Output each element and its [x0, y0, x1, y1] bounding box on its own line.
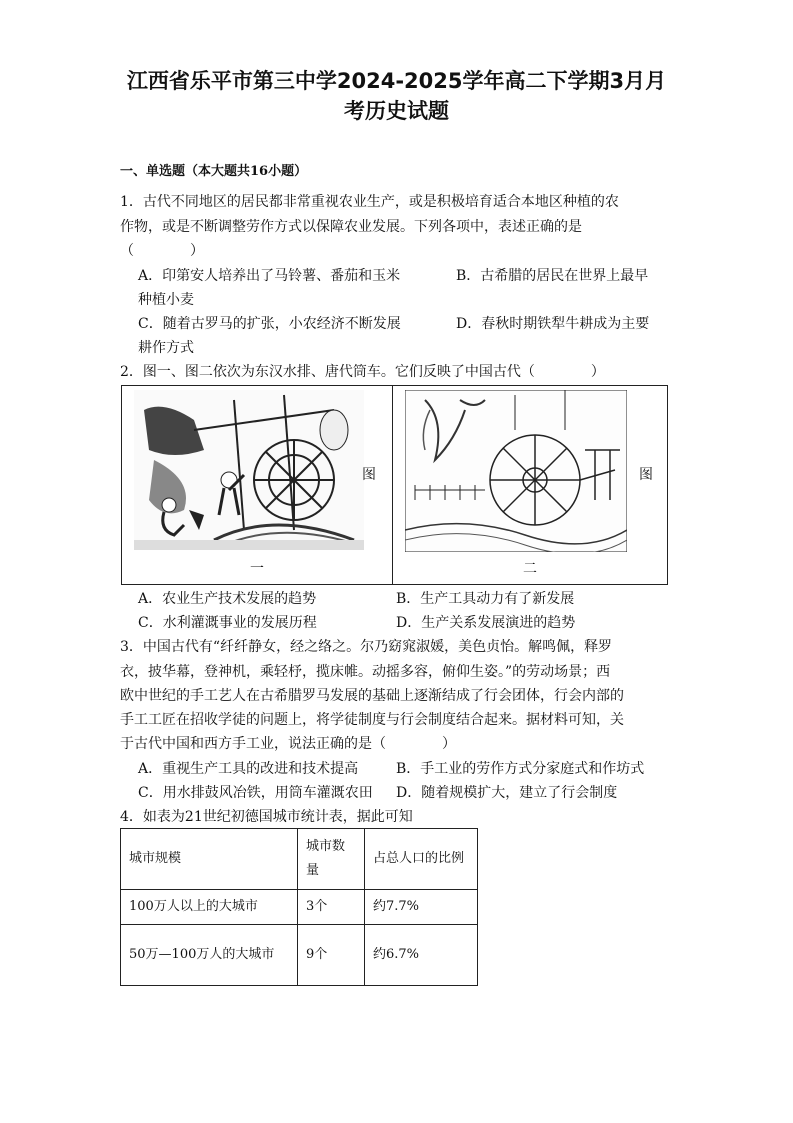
table-cell: 9个 — [298, 925, 365, 986]
title-line-1: 江西省乐平市第三中学2024-2025学年高二下学期3月月 — [126, 69, 667, 93]
table-row — [121, 925, 478, 986]
q2-figure-table — [121, 385, 668, 585]
q2-option-b: B．生产工具动力有了新发展 — [396, 591, 575, 607]
figure-2-cell — [393, 386, 667, 584]
q2-option-c: C．水利灌溉事业的发展历程 — [138, 615, 317, 631]
q1-option-d-cont: 耕作方式 — [138, 340, 194, 356]
q2-option-d: D．生产关系发展演进的趋势 — [396, 615, 576, 631]
table-cell: 50万—100万人的大城市 — [121, 925, 298, 986]
table-cell: 约7.7% — [365, 890, 478, 925]
q3-option-a: A．重视生产工具的改进和技术提高 — [138, 761, 359, 777]
q1-stem-line-2: 作物，或是不断调整劳作方式以保障农业发展。下列各项中，表述正确的是 — [120, 219, 582, 235]
table-row — [121, 890, 478, 925]
table-cell: 3个 — [298, 890, 365, 925]
q2-option-a: A．农业生产技术发展的趋势 — [138, 591, 317, 607]
figure-1-cell — [122, 386, 392, 584]
table-cell: 100万人以上的大城市 — [121, 890, 298, 925]
q1-option-b: B．古希腊的居民在世界上最早 — [456, 268, 649, 284]
figure-1-illustration — [134, 390, 364, 550]
q4-stem: 4．如表为21世纪初德国城市统计表，据此可知 — [120, 809, 413, 825]
q3-stem-line-3: 欧中世纪的手工艺人在古希腊罗马发展的基础上逐渐结成了行会团体，行会内部的 — [120, 688, 624, 704]
title-line-2: 考历史试题 — [344, 99, 449, 123]
q1-option-b-cont: 种植小麦 — [138, 292, 194, 308]
section-heading: 一、单选题（本大题共16小题） — [120, 164, 308, 179]
q3-stem-line-5: 于古代中国和西方手工业，说法正确的是（ ） — [120, 736, 456, 752]
table-header-row — [121, 829, 478, 890]
table-header-cell: 占总人口的比例 — [365, 829, 478, 890]
figure-2-illustration — [405, 390, 627, 552]
q3-stem-line-2: 衣，披华幕，登神机，乘轻杼，揽床帷。动摇多容，俯仰生姿。”的劳动场景；西 — [120, 664, 611, 680]
q3-option-c: C．用水排鼓风冶铁，用筒车灌溉农田 — [138, 785, 373, 801]
figure-1-caption: 一 — [250, 561, 264, 577]
q3-stem-line-4: 手工工匠在招收学徒的问题上，将学徒制度与行会制度结合起来。据材料可知，关 — [120, 712, 624, 728]
figure-2-caption: 二 — [523, 561, 537, 577]
q1-option-c: C．随着古罗马的扩张，小农经济不断发展 — [138, 316, 401, 332]
q3-option-d: D．随着规模扩大，建立了行会制度 — [396, 785, 618, 801]
q3-option-b: B．手工业的劳作方式分家庭式和作坊式 — [396, 761, 645, 777]
q1-stem-line-1: 1．古代不同地区的居民都非常重视农业生产，或是积极培育适合本地区种植的农 — [120, 194, 619, 210]
figure-1-side-label: 图 — [362, 467, 376, 483]
page-title — [60, 66, 733, 126]
table-header-cell: 城市数量 — [298, 829, 365, 890]
figure-2-side-label: 图 — [639, 467, 653, 483]
city-statistics-table — [120, 828, 478, 986]
q2-stem: 2．图一、图二依次为东汉水排、唐代筒车。它们反映了中国古代（ ） — [120, 364, 605, 380]
table-cell: 约6.7% — [365, 925, 478, 986]
q1-stem-line-3: （ ） — [120, 243, 204, 259]
table-header-cell: 城市规模 — [121, 829, 298, 890]
q1-option-a: A．印第安人培养出了马铃薯、番茄和玉米 — [138, 268, 401, 284]
q3-stem-line-1: 3．中国古代有“纤纤静女，经之络之。尔乃窈窕淑媛，美色贞怡。解鸣佩，释罗 — [120, 639, 613, 655]
q1-option-d: D．春秋时期铁犁牛耕成为主要 — [456, 316, 650, 332]
